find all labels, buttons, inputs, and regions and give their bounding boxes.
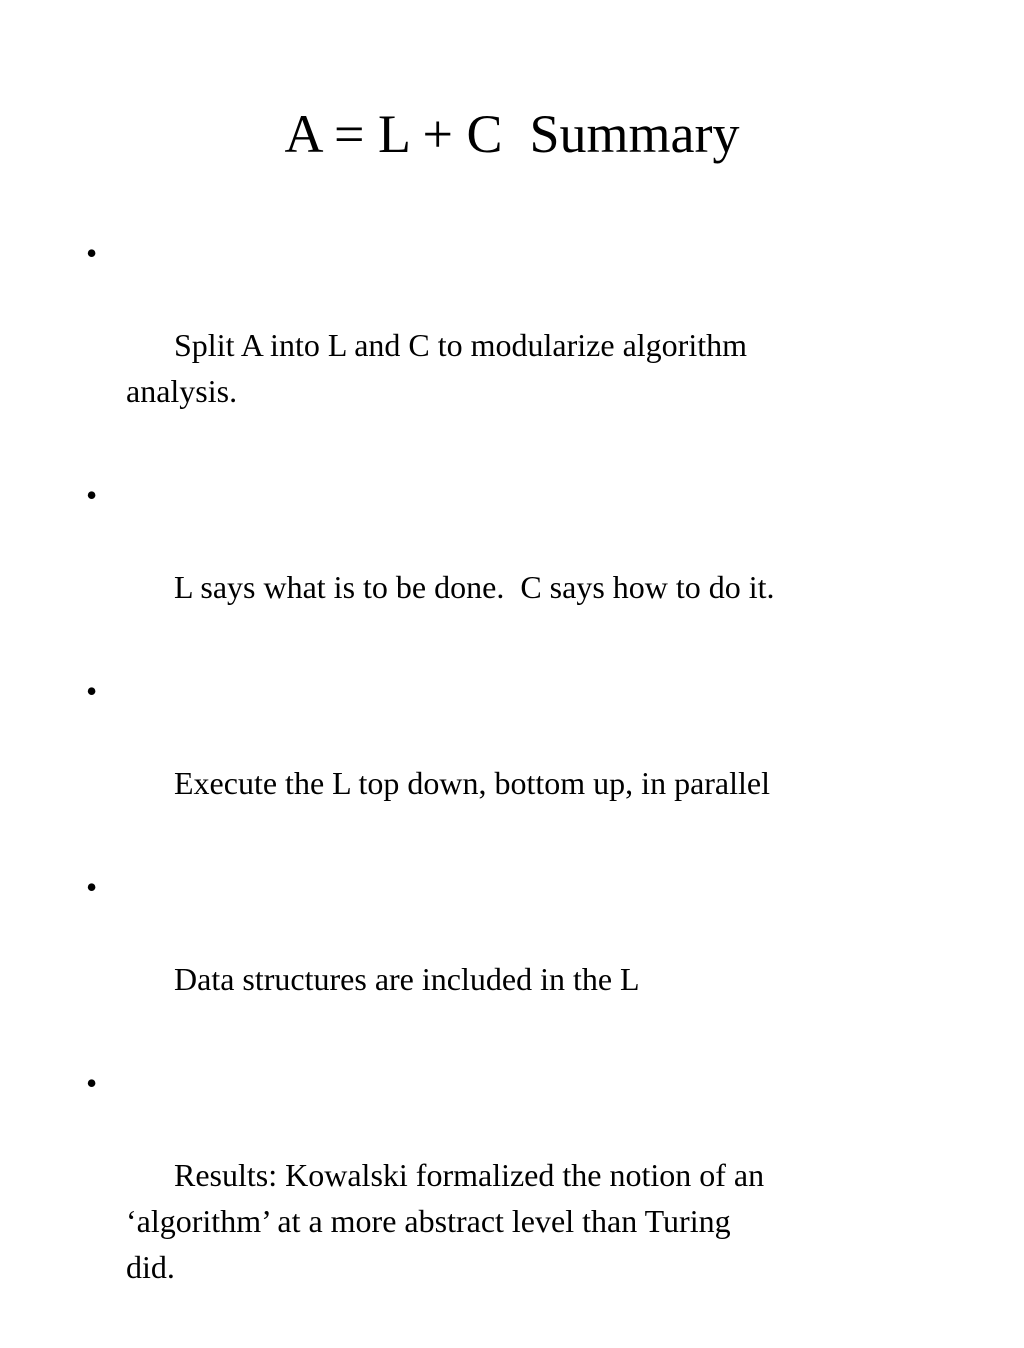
bullet-item bbox=[86, 472, 906, 656]
bullet-point-icon: • bbox=[86, 1065, 98, 1101]
bullet-item bbox=[86, 668, 906, 852]
bullet-point-icon: • bbox=[86, 869, 98, 905]
bullet-text: Execute the L top down, bottom up, in parallel bbox=[174, 765, 770, 801]
bullet-text: Results: Kowalski formalized the notion of an ‘algorithm’ at a more abstract level than Turing did. bbox=[126, 1157, 765, 1285]
bullet-item bbox=[86, 1060, 906, 1336]
bullet-list bbox=[86, 230, 906, 1348]
bullet-point-icon: • bbox=[86, 477, 98, 513]
slide-title: A = L + C Summary bbox=[284, 104, 740, 164]
bullet-point-icon: • bbox=[86, 235, 98, 271]
bullet-text: L says what is to be done. C says how to do it. bbox=[174, 569, 775, 605]
bullet-point-icon: • bbox=[86, 673, 98, 709]
bullet-text: Split A into L and C to modularize algorithm analysis. bbox=[126, 327, 747, 409]
bullet-item bbox=[86, 230, 906, 460]
bullet-item bbox=[86, 864, 906, 1048]
bullet-text: Data structures are included in the L bbox=[174, 961, 640, 997]
